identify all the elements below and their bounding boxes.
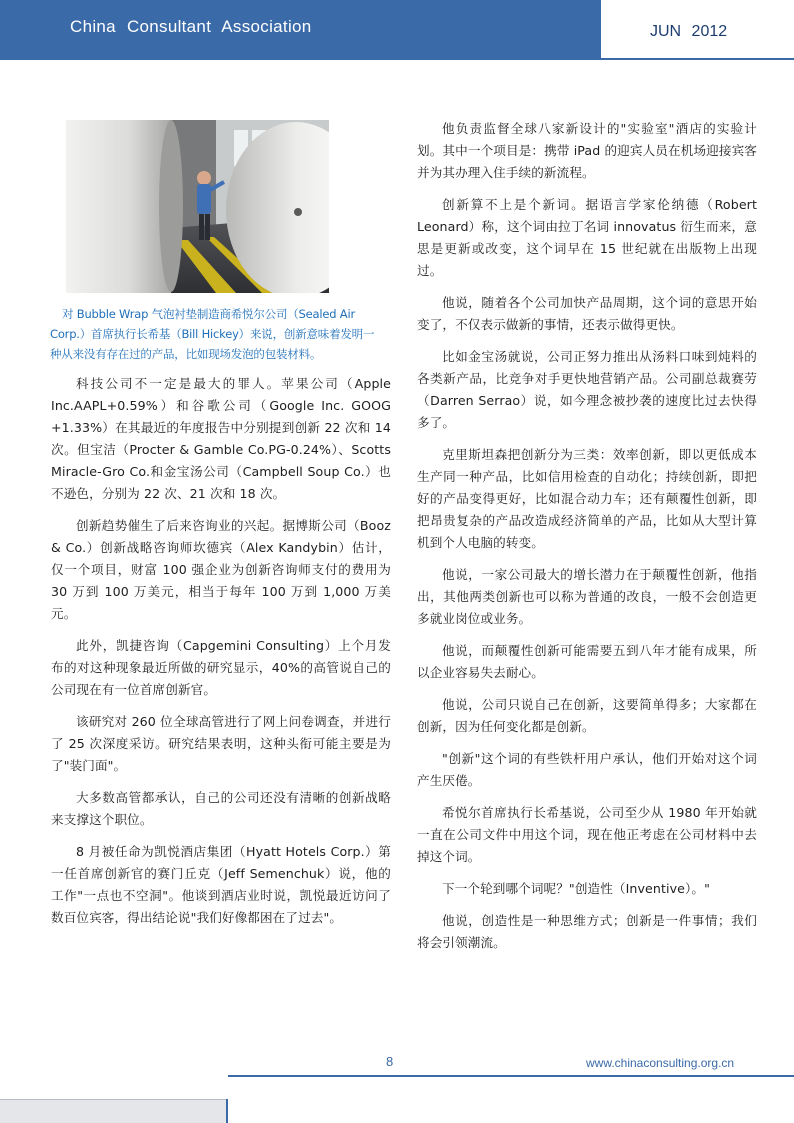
warehouse-photo-illustration <box>66 120 329 293</box>
paragraph: 他说，创造性是一种思维方式；创新是一件事情；我们将会引领潮流。 <box>417 913 757 950</box>
website-url[interactable]: www.chinaconsulting.org.cn <box>586 1056 735 1070</box>
page-number: 8 <box>386 1054 394 1069</box>
paragraph: 他说，公司只说自己在创新，这要简单得多；大家都在创新，因为任何变化都是创新。 <box>417 697 757 734</box>
paragraph: 他说，一家公司最大的增长潜力在于颠覆性创新，他指出，其他两类创新也可以称为普通的改良，一般不会创造更多就业岗位或业务。 <box>417 567 757 626</box>
issue-date: JUN 2012 <box>650 23 728 40</box>
paragraph: 科技公司不一定是最大的罪人。苹果公司（Apple Inc.AAPL+0.59%）和谷歌公司（Google Inc. GOOG +1.33%）在其最近的年度报告中分别提到创新 22 次和 14 次。但宝洁（Procter & Gamble Co.PG-0.24%）、Scotts Miracle-Gro Co.和金宝汤公司（Campbell Soup Co.）也不逊色，分别为 22 次、21 次和 18 次。 <box>51 376 391 501</box>
paragraph: 此外，凯捷咨询（Capgemini Consulting）上个月发布的对这种现象最近所做的研究显示，40%的高管说自己的公司现在有一位首席创新官。 <box>51 638 391 697</box>
photo-caption: 对 Bubble Wrap 气泡衬垫制造商希悦尔公司（Sealed Air Corp.）首席执行长希基（Bill Hickey）来说，创新意味着发明一种从来没有存在过的产品，比如现场发泡的包装材料。 <box>50 307 375 361</box>
warehouse-photo <box>66 120 329 293</box>
paragraph: 创新趋势催生了后来咨询业的兴起。据博斯公司（Booz & Co.）创新战略咨询师坎德宾（Alex Kandybin）估计，仅一个项目，财富 100 强企业为创新咨询师支付的费用为 30 万到 100 万美元，相当于每年 100 万到 1,000 万美元。 <box>51 518 391 621</box>
footer-rule <box>228 1075 794 1077</box>
paragraph: 克里斯坦森把创新分为三类：效率创新，即以更低成本生产同一种产品，比如信用检查的自动化；持续创新，即把好的产品变得更好，比如混合动力车；还有颠覆性创新，即把昂贵复杂的产品改造成经济简单的产品，比如从大型计算机到个人电脑的转变。 <box>417 447 757 550</box>
footer-band <box>0 1099 226 1123</box>
paragraph: 创新算不上是个新词。据语言学家伦纳德（Robert Leonard）称，这个词由拉丁名词 innovatus 衍生而来，意思是更新或改变，这个词早在 15 世纪就在出版物上出现过。 <box>417 197 757 278</box>
paragraph: 比如金宝汤就说，公司正努力推出从汤料口味到炖料的各类新产品，比竞争对手更快地营销产品。公司副总裁赛劳（Darren Serrao）说，如今理念被抄袭的速度比过去快得多了。 <box>417 349 757 430</box>
paragraph: 他说，而颠覆性创新可能需要五到八年才能有成果，所以企业容易失去耐心。 <box>417 643 757 680</box>
right-column <box>417 118 757 964</box>
left-column <box>51 373 391 939</box>
paragraph: 该研究对 260 位全球高管进行了网上问卷调查，并进行了 25 次深度采访。研究结果表明，这种头衔可能主要是为了"装门面"。 <box>51 714 391 773</box>
paragraph: 下一个轮到哪个词呢？"创造性（Inventive）。" <box>442 881 711 896</box>
footer-divider <box>226 1099 228 1123</box>
paragraph: 8 月被任命为凯悦酒店集团（Hyatt Hotels Corp.）第一任首席创新官的赛门丘克（Jeff Semenchuk）说，他的工作"一点也不空洞"。他谈到酒店业时说，凯悦最近访问了数百位宾客，得出结论说"我们好像都困在了过去"。 <box>51 844 391 925</box>
page-header <box>0 0 794 60</box>
paragraph: 他负责监督全球八家新设计的"实验室"酒店的实验计划。其中一个项目是：携带 iPad 的迎宾人员在机场迎接宾客并为其办理入住手续的新流程。 <box>417 121 757 180</box>
paragraph: 大多数高管都承认，自己的公司还没有清晰的创新战略来支撑这个职位。 <box>51 790 391 827</box>
association-title: China Consultant Association <box>70 17 312 36</box>
paragraph: 他说，随着各个公司加快产品周期，这个词的意思开始变了，不仅表示做新的事情，还表示做得更快。 <box>417 295 757 332</box>
paragraph: 希悦尔首席执行长希基说，公司至少从 1980 年开始就一直在公司文件中用这个词，现在他正考虑在公司材料中去掉这个词。 <box>417 805 757 864</box>
paragraph: "创新"这个词的有些铁杆用户承认，他们开始对这个词产生厌倦。 <box>417 751 757 788</box>
